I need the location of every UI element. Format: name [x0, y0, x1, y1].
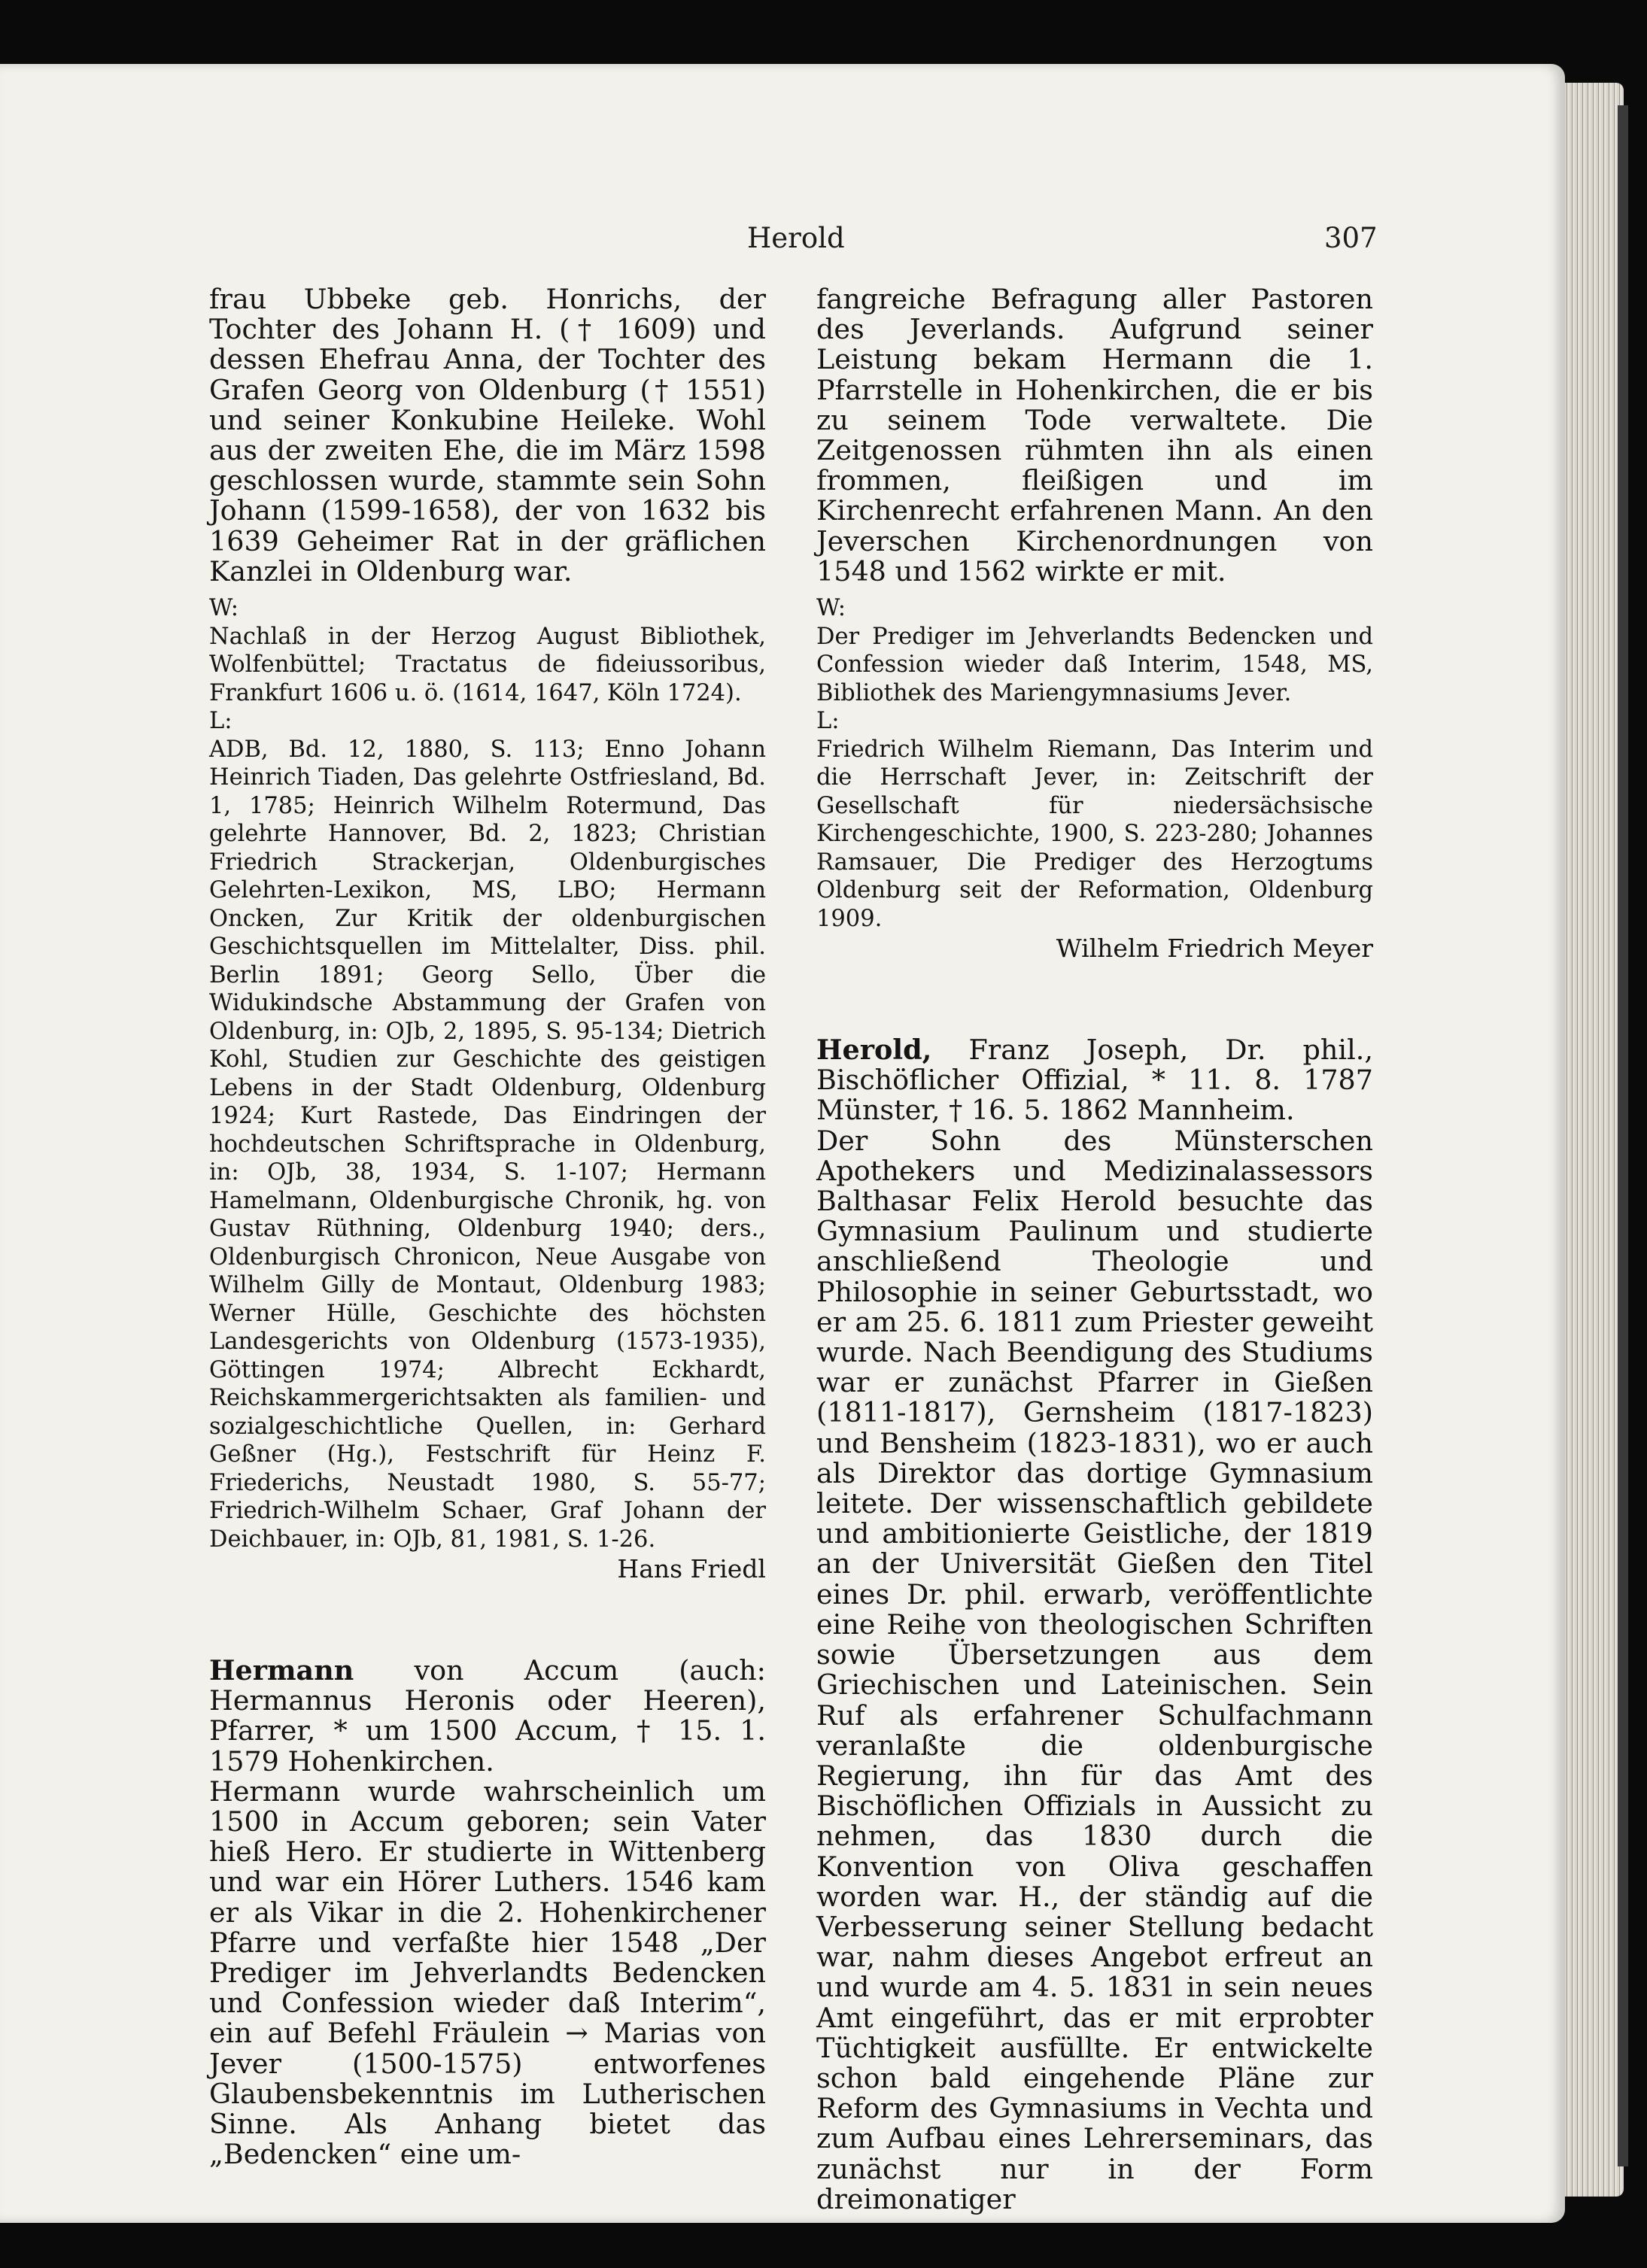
works-label: W: — [816, 595, 846, 622]
entry-herold-header — [816, 1035, 1373, 1126]
works-label: W: — [209, 595, 239, 622]
left-column — [209, 284, 766, 2169]
entry-herold-name: Herold, — [816, 1034, 932, 1067]
entry-herold-text: Der Sohn des Münsterschen Apothekers und Medizinalassessors Balthasar Felix Herold besuchte das Gymnasium Paulinum und studierte anschließend Theologie und Philosophie in seiner Geburtsstadt, wo er am 25. 6. 1811 zum Priester geweiht wurde. Nach Beendigung des Studiums war er zunächst Pfarrer in Gießen (1811-1817), Gernsheim (1817-1823) und Bensheim (1823-1831), wo er auch als Direktor das dortige Gymnasium leitete. Der wissenschaftlich gebildete und ambitionierte Geistliche, der 1819 an der Universität Gießen den Titel eines Dr. phil. erwarb, veröffentlichte eine Reihe von theologischen Schriften sowie Übersetzungen aus dem Griechischen und Lateinischen. Sein Ruf als erfahrener Schulfachmann veranlaßte die oldenburgische Regierung, ihn für das Amt des Bischöflichen Offizials in Aussicht zu nehmen, das 1830 durch die Konvention von Oliva geschaffen worden war. H., der ständig auf die Verbesserung seiner Stellung bedacht war, nahm dieses Angebot erfreut an und wurde am 4. 5. 1831 in sein neues Amt eingeführt, das er mit erprobter Tüchtigkeit ausfüllte. Er entwickelte schon bald eingehende Pläne zur Reform des Gymnasiums in Vechta und zum Aufbau eines Lehrerseminars, das zunächst nur in der Form dreimonatiger — [816, 1124, 1373, 2215]
author-signature: Wilhelm Friedrich Meyer — [1056, 934, 1373, 964]
entry-hermann-header — [209, 1656, 766, 1777]
right-column — [816, 284, 1373, 2215]
literature-text: Friedrich Wilhelm Riemann, Das Interim und die Herrschaft Jever, in: Zeitschrift der Gesellschaft für niedersächsische Kirchengeschichte, 1900, S. 223-280; Johannes Ramsauer, Die Prediger des Herzogtums Oldenburg seit der Reformation, Oldenburg 1909. — [816, 736, 1373, 932]
entry-hermann-text: Hermann wurde wahrscheinlich um 1500 in Accum geboren; sein Vater hieß Hero. Er studierte in Wittenberg und war ein Hörer Luthers. 1546 kam er als Vikar in die 2. Hohenkirchener Pfarre und verfaßte hier 1548 „Der Prediger im Jehverlandts Bedencken und Confession wieder daß Interim“, ein auf Befehl Fräulein → Marias von Jever (1500-1575) entworfenes Glaubensbekenntnis im Lutherischen Sinne. Als Anhang bietet das „Bedencken“ eine um- — [209, 1775, 766, 2171]
entry-hermann-name: Hermann — [209, 1654, 354, 1687]
works-text: Der Prediger im Jehverlandts Bedencken und Confession wieder daß Interim, 1548, MS, Bibliothek des Mariengymnasiums Jever. — [816, 623, 1373, 706]
literature-text: ADB, Bd. 12, 1880, S. 113; Enno Johann Heinrich Tiaden, Das gelehrte Ostfriesland, Bd. 1, 1785; Heinrich Wilhelm Rotermund, Das gelehrte Hannover, Bd. 2, 1823; Christian Friedrich Strackerjan, Oldenburgisches Gelehrten-Lexikon, MS, LBO; Hermann Oncken, Zur Kritik der oldenburgischen Geschichtsquellen im Mittelalter, Diss. phil. Berlin 1891; Georg Sello, Über die Widukindsche Abstammung der Grafen von Oldenburg, in: OJb, 2, 1895, S. 95-134; Dietrich Kohl, Studien zur Geschichte des geistigen Lebens in der Stadt Oldenburg, Oldenburg 1924; Kurt Rastede, Das Eindringen der hochdeutschen Schriftsprache in Oldenburg, in: OJb, 38, 1934, S. 1-107; Hermann Hamelmann, Oldenburgische Chronik, hg. von Gustav Rüthning, Oldenburg 1940; ders., Oldenburgisch Chronicon, Neue Ausgabe von Wilhelm Gilly de Montaut, Oldenburg 1983; Werner Hülle, Geschichte des höchsten Landesgerichts von Oldenburg (1573-1935), Göttingen 1974; Albrecht Eckhardt, Reichskammergerichtsakten als familien- und sozialgeschichtliche Quellen, in: Gerhard Geßner (Hg.), Festschrift für Heinz F. Friederichs, Neustadt 1980, S. 55-77; Friedrich-Wilhelm Schaer, Graf Johann der Deichbauer, in: OJb, 81, 1981, S. 1-26. — [209, 736, 766, 1553]
running-head: Herold — [747, 222, 845, 254]
works-text: Nachlaß in der Herzog August Bibliothek, Wolfenbüttel; Tractatus de fideiussoribus, Frankfurt 1606 u. ö. (1614, 1647, Köln 1724). — [209, 623, 766, 706]
literature-label: L: — [816, 708, 840, 735]
spacer — [816, 964, 1373, 1035]
entry-herold-meta: Franz Joseph, Dr. phil., Bischöflicher Offizial, * 11. 8. 1787 Münster, † 16. 5. 1862 Mannheim. — [816, 1034, 1373, 1127]
page-edges-shadow — [1618, 105, 1628, 2166]
page-number: 307 — [1324, 222, 1378, 254]
page-header — [0, 222, 1647, 260]
spacer — [209, 1585, 766, 1656]
author-signature: Hans Friedl — [617, 1554, 766, 1584]
continuation-paragraph: frau Ubbeke geb. Honrichs, der Tochter des Johann H. († 1609) und dessen Ehefrau Anna, der Tochter des Grafen Georg von Oldenburg († 1551) und seiner Konkubine Heileke. Wohl aus der zweiten Ehe, die im März 1598 geschlossen wurde, stammte sein Sohn Johann (1599-1658), der von 1632 bis 1639 Geheimer Rat in der gräflichen Kanzlei in Oldenburg war. — [209, 283, 766, 587]
entry-hermann-meta: von Accum (auch: Hermannus Heronis oder Heeren), Pfarrer, * um 1500 Accum, † 15. 1. 1579 Hohenkirchen. — [209, 1654, 766, 1778]
continuation-paragraph: fangreiche Befragung aller Pastoren des Jeverlands. Aufgrund seiner Leistung bekam Hermann die 1. Pfarrstelle in Hohenkirchen, die er bis zu seinem Tode verwaltete. Die Zeitgenossen rühmten ihn als einen frommen, fleißigen und im Kirchenrecht erfahrenen Mann. An den Jeverschen Kirchenordnungen von 1548 und 1562 wirkte er mit. — [816, 283, 1373, 587]
spacer — [816, 587, 1373, 594]
spacer — [209, 587, 766, 594]
literature-label: L: — [209, 708, 232, 735]
